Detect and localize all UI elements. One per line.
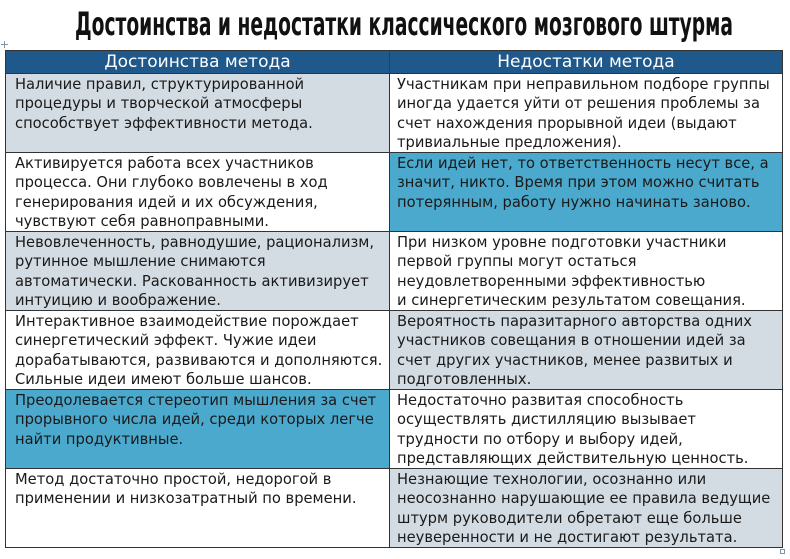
cell-text-line: Недостаточно развитая способность (397, 392, 684, 409)
column-header-label: Достоинства метода (104, 52, 291, 72)
cell-text-line: Сильные идеи имеют больше шансов. (15, 370, 312, 388)
cell-text-line: значит, никто. Время при этом можно считать (397, 174, 760, 192)
cell-text-line: Если идей нет, то ответственность несут все, а (397, 155, 769, 172)
cell-text-line: неудовлетворенными эффективностью (397, 272, 706, 290)
cell-text-line: первой группы могут остаться (397, 253, 637, 271)
cell-text-line: синергетический эффект. Чужие идеи (15, 332, 317, 350)
cell-text-line: чувствуют себя равноправными. (15, 212, 269, 230)
cell-text-line: прорывного числа идей, среди которых легче (15, 411, 374, 429)
page-title: Достоинства и недостатки классического мозгового штурма (74, 5, 734, 43)
cell-text-line: и синергетическим результатом совещания. (397, 291, 746, 309)
cell-text-line: потерянным, работу нужно начинать заново. (397, 193, 751, 211)
cell-text-line: процесса. Они глубоко вовлечены в ход (15, 174, 328, 192)
column-header-label: Недостатки метода (497, 52, 675, 72)
cell-text-line: неосознанно нарушающие ее правила ведущие (397, 490, 771, 508)
cell-text-line: найти продуктивные. (15, 430, 184, 448)
disadvantage-cell (389, 74, 782, 152)
disadvantage-cell (389, 469, 782, 547)
table-row (6, 468, 782, 547)
cell-text-line: Вероятность паразитарного авторства одних (397, 313, 752, 330)
cell-text-line: Незнающие технологии, осознанно или (397, 471, 707, 488)
disadvantage-cell (389, 232, 782, 310)
resize-handle-icon[interactable] (780, 549, 785, 554)
cell-text-line: участников совещания в отношении идей за (397, 332, 746, 350)
cell-text-line: трудности по отбору и выбору идей, (397, 430, 683, 448)
advantage-cell (6, 311, 389, 389)
disadvantage-cell (389, 311, 782, 389)
advantage-cell (6, 232, 389, 310)
disadvantage-cell (389, 390, 782, 468)
cell-text-line: Метод достаточно простой, недорогой в (15, 471, 332, 488)
cell-text-line: применении и низкозатратный по времени. (15, 490, 357, 508)
cell-text-line: При низком уровне подготовки участники (397, 234, 727, 251)
advantage-cell (6, 74, 389, 152)
cell-text-line: счет других участников, менее развитых и (397, 351, 733, 369)
advantage-cell (6, 153, 389, 231)
table-header-row (6, 51, 782, 73)
cell-text-line: иногда удается уйти от решения проблемы за (397, 95, 760, 113)
cell-text-line: Активируется работа всех участников (15, 155, 314, 172)
title-bar (0, 4, 790, 44)
comparison-table (5, 50, 783, 548)
cell-text-line: Участникам при неправильном подборе группы (397, 76, 770, 93)
cell-text-line: представляющих действительную ценность. (397, 449, 749, 467)
table-row (6, 73, 782, 152)
table-row (6, 152, 782, 231)
cell-text-line: процедуры и творческой атмосферы (15, 95, 303, 113)
column-header-disadvantages (389, 51, 782, 73)
column-header-advantages (6, 51, 389, 73)
table-row (6, 389, 782, 468)
cell-text-line: неуверенности и не достигают результата. (397, 528, 738, 546)
table-row (6, 310, 782, 389)
cell-text-line: тривиальные предложения). (397, 133, 622, 151)
cell-text-line: автоматически. Раскованность активизирует (15, 272, 369, 290)
cell-text-line: генерирования идей и их обсуждения, (15, 193, 318, 211)
cell-text-line: рутинное мышление снимаются (15, 253, 266, 271)
cell-text-line: интуицию и воображение. (15, 291, 221, 309)
advantage-cell (6, 469, 389, 547)
disadvantage-cell (389, 153, 782, 231)
cell-text-line: Наличие правил, структурированной (15, 76, 305, 93)
cell-text-line: способствует эффективности метода. (15, 114, 313, 132)
cell-text-line: осуществлять дистилляцию вызывает (397, 411, 696, 429)
cell-text-line: штурм руководители обретают еще больше (397, 509, 742, 527)
cell-text-line: дорабатываются, развиваются и дополняются. (15, 351, 383, 369)
table-row (6, 231, 782, 310)
cell-text-line: подготовленных. (397, 370, 532, 388)
cell-text-line: Невовлеченность, равнодушие, рационализм, (15, 234, 375, 251)
cell-text-line: Интерактивное взаимодействие порождает (15, 313, 359, 330)
cell-text-line: Преодолевается стереотип мышления за счет (15, 392, 377, 409)
cell-text-line: счет нахождения прорывной идеи (выдают (397, 114, 737, 132)
advantage-cell (6, 390, 389, 468)
